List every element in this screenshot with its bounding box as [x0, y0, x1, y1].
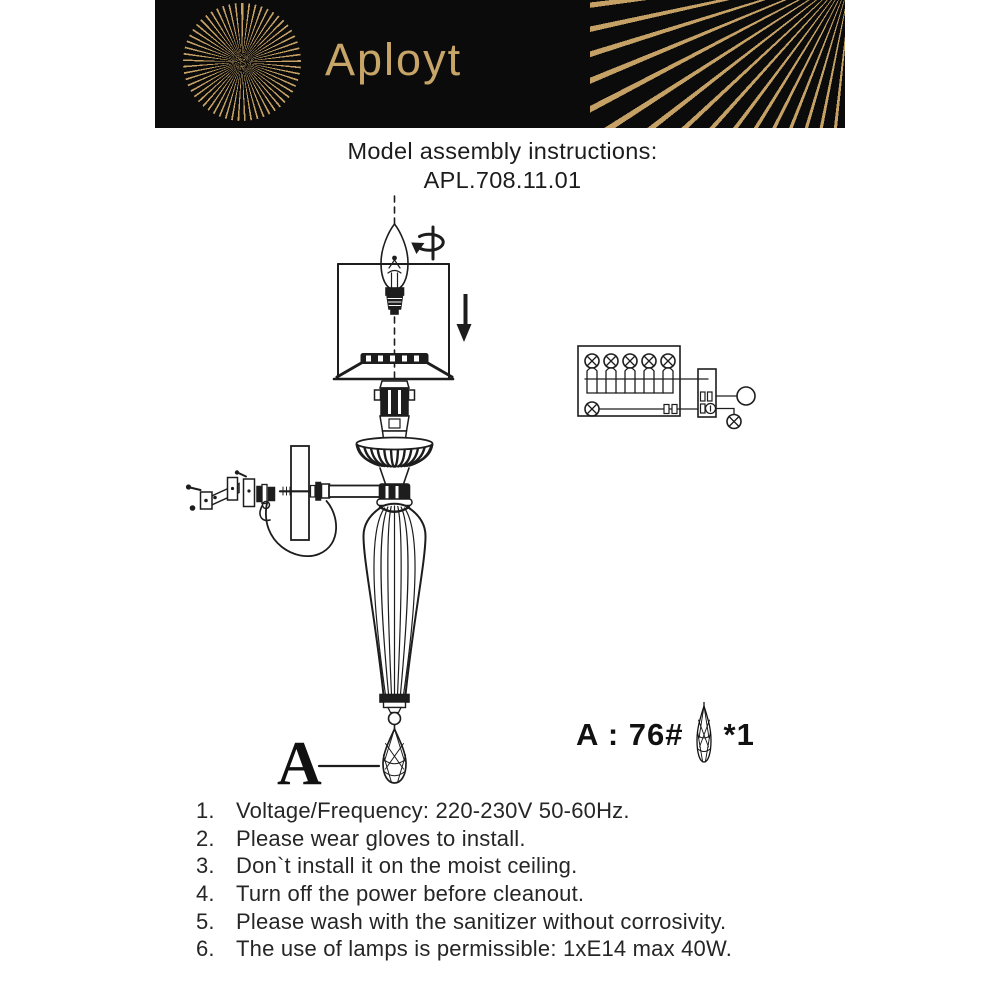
arm-collar [377, 484, 412, 506]
part-label-a: A [277, 730, 322, 798]
wiring-schematic [578, 346, 755, 429]
item-text: Please wear gloves to install. [236, 825, 526, 851]
down-arrow-icon [457, 294, 472, 342]
list-item [196, 936, 876, 964]
list-item [196, 881, 876, 909]
candle-bulb [381, 224, 408, 314]
item-number: 4. [196, 881, 215, 907]
list-item [196, 826, 876, 854]
wall-mount [186, 446, 380, 556]
parts-code: A : 76# [576, 717, 684, 752]
crystal-pendant [380, 695, 409, 784]
item-text: Please wash with the sanitizer without corrosivity. [236, 908, 727, 934]
list-item [196, 909, 876, 937]
item-number: 1. [196, 798, 215, 823]
fluted-glass-body [364, 504, 426, 695]
item-text: Turn off the power before cleanout. [236, 881, 585, 907]
lamp-symbols-row [585, 354, 675, 393]
instructions-list [196, 798, 876, 964]
bobeche-dish [357, 438, 433, 485]
page-title: Model assembly instructions: [347, 138, 658, 164]
rotate-arrow-icon [412, 227, 443, 259]
model-number: APL.708.11.01 [423, 167, 582, 193]
item-number: 6. [196, 936, 215, 962]
item-text: Don`t install it on the moist ceiling. [236, 853, 578, 879]
item-number: 5. [196, 908, 215, 934]
item-number: 2. [196, 825, 215, 851]
parts-count: *1 [723, 717, 755, 752]
crystal-drop-icon [692, 702, 716, 768]
parts-count-line [576, 702, 755, 768]
socket-assembly [375, 381, 415, 443]
list-item [196, 853, 876, 881]
item-number: 3. [196, 853, 215, 879]
brand-name: Aployt [325, 34, 463, 85]
item-text: Voltage/Frequency: 220-230V 50-60Hz. [236, 798, 630, 823]
item-text: The use of lamps is permissible: 1xE14 max 40W. [236, 936, 733, 962]
list-item [196, 798, 876, 826]
